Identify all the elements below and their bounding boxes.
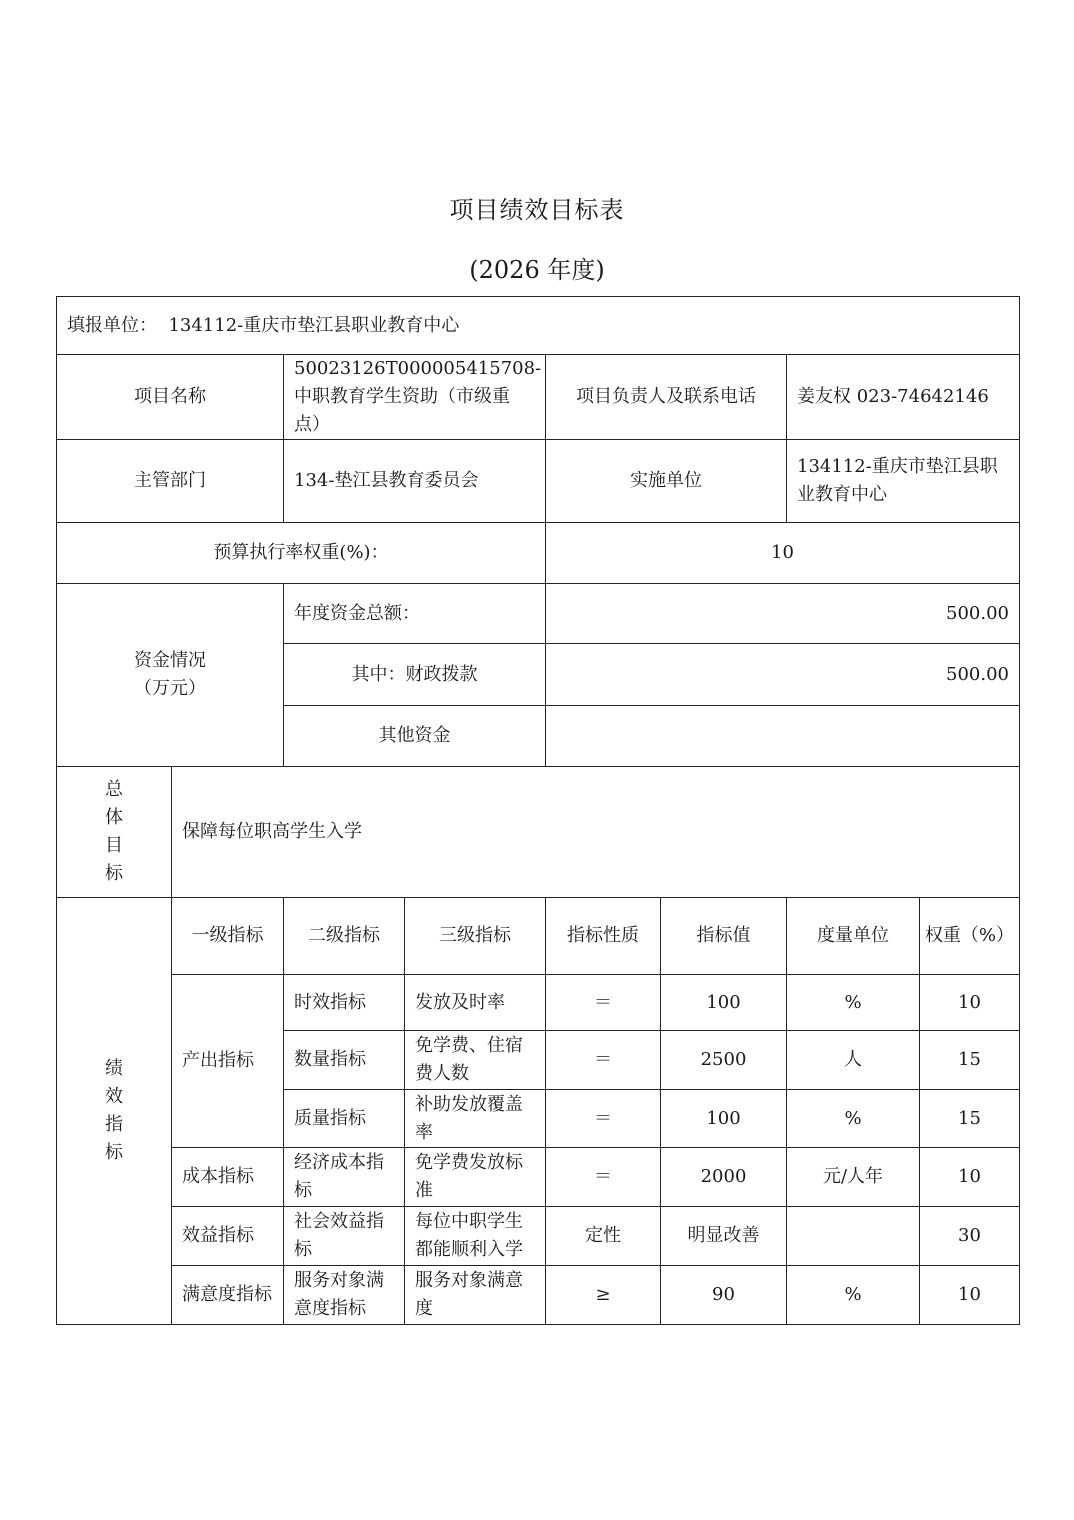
row-unit: %: [787, 1266, 920, 1325]
row-nature: ＝: [546, 1148, 661, 1207]
row-value: 90: [661, 1266, 787, 1325]
funds-fiscal-value: 500.00: [546, 644, 1020, 706]
funds-other-label: 其他资金: [284, 706, 546, 767]
row-nature: ＝: [546, 975, 661, 1031]
row-nature: ＝: [546, 1031, 661, 1090]
row-nature: ＝: [546, 1090, 661, 1148]
project-leader-label: 项目负责人及联系电话: [546, 355, 787, 440]
overall-goal-value: 保障每位职高学生入学: [172, 767, 1020, 898]
row-level2: 经济成本指标: [284, 1148, 405, 1207]
row-unit: 人: [787, 1031, 920, 1090]
row-value: 100: [661, 1090, 787, 1148]
filler-value: 134112-重庆市垫江县职业教育中心: [168, 314, 460, 336]
row-weight: 10: [920, 1148, 1020, 1207]
row-level2: 服务对象满意度指标: [284, 1266, 405, 1325]
group-benefit: 效益指标: [172, 1207, 284, 1266]
implementing-unit-value: 134112-重庆市垫江县职业教育中心: [787, 440, 1020, 523]
row-unit: %: [787, 1090, 920, 1148]
project-name-value: 50023126T000005415708-中职教育学生资助（市级重点）: [284, 355, 546, 440]
filler-label: 填报单位：: [67, 314, 157, 336]
funds-fiscal-label: 其中：财政拨款: [284, 644, 546, 706]
page-title: 项目绩效目标表: [449, 196, 625, 224]
budget-rate-value: 10: [546, 523, 1020, 584]
row-level2: 数量指标: [284, 1031, 405, 1090]
overall-goal-label: 总 体 目 标: [57, 767, 172, 898]
performance-indicators-label: 绩 效 指 标: [57, 898, 172, 1325]
funds-total-label: 年度资金总额：: [284, 584, 546, 644]
row-level3: 服务对象满意度: [405, 1266, 546, 1325]
funds-label: [57, 584, 284, 767]
page-subtitle-year: (2026 年度): [469, 256, 605, 284]
department-label: 主管部门: [57, 440, 284, 523]
row-level3: 补助发放覆盖率: [405, 1090, 546, 1148]
row-level3: 免学费、住宿费人数: [405, 1031, 546, 1090]
row-value: 2000: [661, 1148, 787, 1207]
header-weight: 权重（%）: [920, 898, 1020, 975]
project-name-label: 项目名称: [57, 355, 284, 440]
performance-target-table: [56, 296, 1020, 1325]
row-unit: %: [787, 975, 920, 1031]
row-nature: 定性: [546, 1207, 661, 1266]
row-weight: 10: [920, 1266, 1020, 1325]
budget-rate-label: 预算执行率权重(%)：: [57, 523, 546, 584]
funds-other-value: [546, 706, 1020, 767]
row-value: 100: [661, 975, 787, 1031]
row-weight: 15: [920, 1090, 1020, 1148]
project-leader-value: 姜友权 023-74642146: [787, 355, 1020, 440]
row-unit: [787, 1207, 920, 1266]
group-cost: 成本指标: [172, 1148, 284, 1207]
table-row: [57, 1207, 1020, 1266]
row-value: 2500: [661, 1031, 787, 1090]
header-nature: 指标性质: [546, 898, 661, 975]
row-level2: 质量指标: [284, 1090, 405, 1148]
group-satisfaction: 满意度指标: [172, 1266, 284, 1325]
row-unit: 元/人年: [787, 1148, 920, 1207]
row-weight: 10: [920, 975, 1020, 1031]
header-level3: 三级指标: [405, 898, 546, 975]
funds-label-line1: 资金情况: [134, 650, 206, 671]
header-level2: 二级指标: [284, 898, 405, 975]
row-value: 明显改善: [661, 1207, 787, 1266]
table-row: [57, 975, 1020, 1031]
row-weight: 30: [920, 1207, 1020, 1266]
group-output: 产出指标: [172, 975, 284, 1148]
row-level3: 发放及时率: [405, 975, 546, 1031]
filler-row: [57, 297, 1020, 355]
department-value: 134-垫江县教育委员会: [284, 440, 546, 523]
header-level1: 一级指标: [172, 898, 284, 975]
table-row: [57, 1148, 1020, 1207]
row-level3: 每位中职学生都能顺利入学: [405, 1207, 546, 1266]
implementing-unit-label: 实施单位: [546, 440, 787, 523]
row-level2: 时效指标: [284, 975, 405, 1031]
row-weight: 15: [920, 1031, 1020, 1090]
funds-label-line2: （万元）: [134, 678, 206, 699]
row-level3: 免学费发放标准: [405, 1148, 546, 1207]
row-nature: ≥: [546, 1266, 661, 1325]
row-level2: 社会效益指标: [284, 1207, 405, 1266]
header-unit: 度量单位: [787, 898, 920, 975]
table-row: [57, 1266, 1020, 1325]
funds-total-value: 500.00: [546, 584, 1020, 644]
header-value: 指标值: [661, 898, 787, 975]
